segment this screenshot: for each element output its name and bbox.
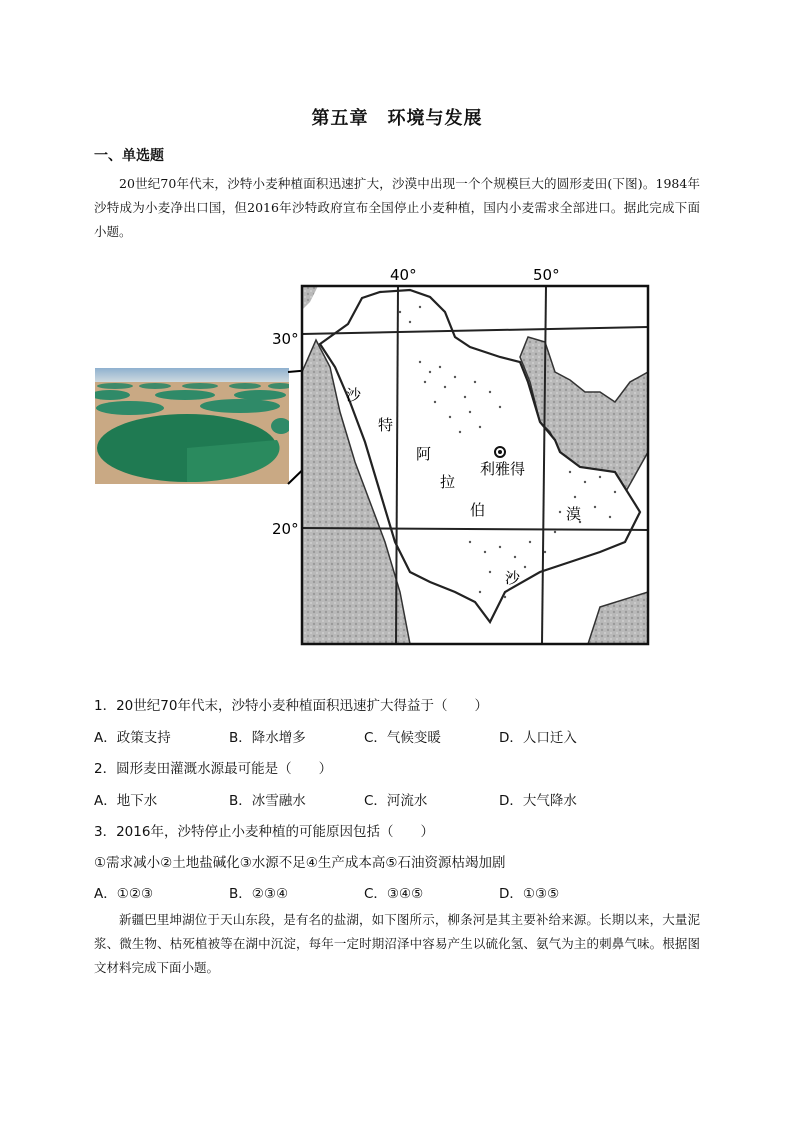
option-c[interactable]: C．气候变暖: [364, 730, 441, 746]
option-a[interactable]: A．地下水: [94, 793, 158, 809]
region-char-2: 特: [378, 416, 394, 434]
question-1-stem: 1．20世纪70年代末，沙特小麦种植面积迅速扩大得益于（ ）: [94, 698, 488, 714]
passage-saudi-wheat: 20世纪70年代末，沙特小麦种植面积迅速扩大，沙漠中出现一个个规模巨大的圆形麦田(下图)。1984年沙特成为小麦净出口国，但2016年沙特政府宣布全国停止小麦种植，国内小麦需求全部进口。据此完成下面小题。: [94, 176, 700, 239]
option-d[interactable]: D．大气降水: [499, 793, 577, 809]
city-label-riyadh: 利雅得: [480, 460, 526, 478]
lat-label-20: 20°: [272, 520, 299, 538]
option-b[interactable]: B．冰雪融水: [229, 793, 306, 809]
region-char-5: 伯: [470, 501, 486, 519]
option-d[interactable]: D．人口迁入: [499, 730, 577, 746]
question-1-options: [94, 726, 704, 746]
passage-barkol-lake: 新疆巴里坤湖位于天山东段，是有名的盐湖，如下图所示，柳条河是其主要补给来源。长期以来，大量泥浆、微生物、枯死植被等在湖中沉淀，每年一定时期沼泽中容易产生以硫化氢、氨气为主的刺鼻气味。根据图文材料完成下面小题。: [94, 912, 700, 975]
region-char-4: 拉: [440, 473, 456, 491]
region-char-1: 沙: [346, 386, 362, 404]
lat-label-30: 30°: [272, 330, 299, 348]
region-char-3: 阿: [416, 445, 432, 463]
saudi-arabia-map: [270, 262, 660, 652]
page-title: 第五章 环境与发展: [311, 108, 483, 129]
question-3-choices: ①需求减小②土地盐碱化③水源不足④生产成本高⑤石油资源枯竭加剧: [94, 855, 506, 871]
question-2-options: [94, 789, 704, 809]
lon-label-50: 50°: [533, 266, 560, 284]
option-d[interactable]: D．①③⑤: [499, 886, 560, 902]
option-c[interactable]: C．河流水: [364, 793, 428, 809]
region-char-7: 沙: [505, 569, 521, 587]
question-2-stem: 2．圆形麦田灌溉水源最可能是（ ）: [94, 761, 333, 777]
lon-label-40: 40°: [390, 266, 417, 284]
section-heading: 一、单选题: [94, 148, 164, 164]
question-3-stem: 3．2016年，沙特停止小麦种植的可能原因包括（ ）: [94, 824, 434, 840]
option-c[interactable]: C．③④⑤: [364, 886, 424, 902]
option-a[interactable]: A．①②③: [94, 886, 154, 902]
option-b[interactable]: B．降水增多: [229, 730, 306, 746]
circular-field-photo: [95, 368, 289, 484]
region-char-6: 漠: [566, 505, 582, 523]
question-3-options: [94, 882, 704, 902]
option-b[interactable]: B．②③④: [229, 886, 289, 902]
option-a[interactable]: A．政策支持: [94, 730, 171, 746]
